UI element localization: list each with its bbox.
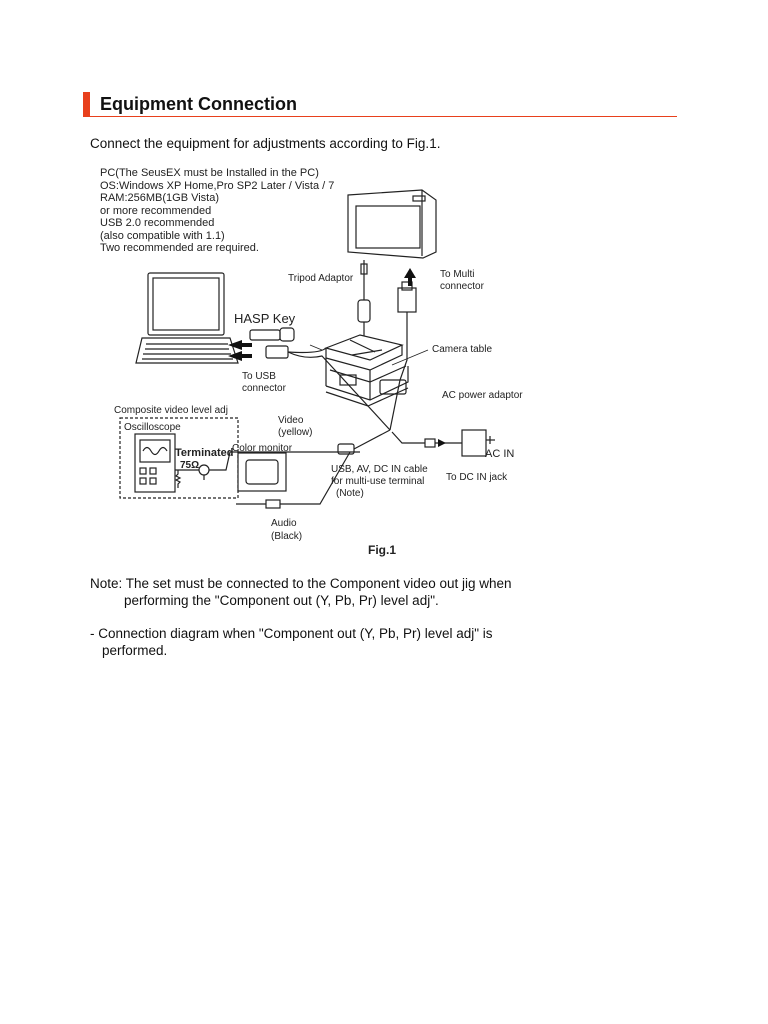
camera-table-icon	[326, 335, 408, 406]
pc-spec-line: OS:Windows XP Home,Pro SP2 Later / Vista / 7	[100, 179, 335, 192]
pc-spec-line: PC(The SeusEX must be Installed in the PC)	[100, 167, 319, 179]
page-title: Equipment Connection	[100, 94, 297, 114]
connection-text	[90, 625, 493, 659]
pc-spec-line: RAM:256MB(1GB Vista)	[100, 192, 220, 204]
note-line: performing the "Component out (Y, Pb, Pr) level adj".	[124, 593, 439, 608]
video-label: (yellow)	[278, 427, 313, 438]
header-rule	[83, 116, 677, 117]
audio-label: Audio	[271, 518, 297, 529]
header-accent-bar	[83, 92, 90, 116]
ac-power-label: AC power adaptor	[442, 390, 523, 401]
pc-spec-line: Two recommended are required.	[100, 242, 259, 254]
to-usb-label: connector	[242, 383, 286, 394]
note-text	[90, 575, 512, 609]
pc-spec-line: USB 2.0 recommended	[100, 217, 215, 229]
to-multi-label: connector	[440, 281, 484, 292]
cable-label: (Note)	[336, 488, 364, 499]
oscilloscope-label: Oscilloscope	[124, 422, 181, 433]
pc-spec-line: or more recommended	[100, 204, 212, 217]
hasp-label: HASP Key	[234, 311, 296, 326]
connection-diagram	[90, 160, 560, 560]
laptop-icon	[136, 273, 238, 363]
oscilloscope-icon	[135, 434, 175, 492]
connection-line: - Connection diagram when "Component out (Y, Pb, Pr) level adj" is	[90, 626, 493, 641]
ohm-label: 75Ω	[180, 460, 200, 471]
hasp-key-icon	[250, 328, 326, 358]
composite-label: Composite video level adj	[114, 405, 228, 416]
to-dc-label: To DC IN jack	[446, 472, 508, 483]
to-multi-arrow	[404, 268, 416, 286]
camera-icon	[348, 190, 436, 258]
to-multi-label: To Multi	[440, 269, 475, 280]
multi-connector-icon	[390, 282, 416, 430]
video-label: Video	[278, 415, 304, 426]
camera-table-label: Camera table	[432, 344, 493, 355]
audio-label: (Black)	[271, 531, 303, 542]
color-monitor-label: Color monitor	[232, 443, 293, 454]
cable-label: for multi-use terminal	[331, 476, 425, 487]
to-usb-label: To USB	[242, 371, 276, 382]
tripod-adaptor-icon	[358, 260, 370, 338]
intro-text: Connect the equipment for adjustments according to Fig.1.	[90, 136, 441, 151]
ac-in-arrow	[438, 439, 446, 447]
figure-caption: Fig.1	[368, 543, 397, 557]
ac-in-label: AC IN	[485, 448, 515, 460]
note-line: Note: The set must be connected to the Component video out jig when	[90, 576, 512, 591]
pc-spec-line: (also compatible with 1.1)	[100, 229, 225, 242]
terminated-label: Terminated	[175, 447, 234, 459]
tripod-label: Tripod Adaptor	[288, 273, 354, 284]
color-monitor-icon	[238, 453, 286, 491]
connection-line: performed.	[102, 643, 168, 658]
cable-label: USB, AV, DC IN cable	[331, 464, 428, 475]
